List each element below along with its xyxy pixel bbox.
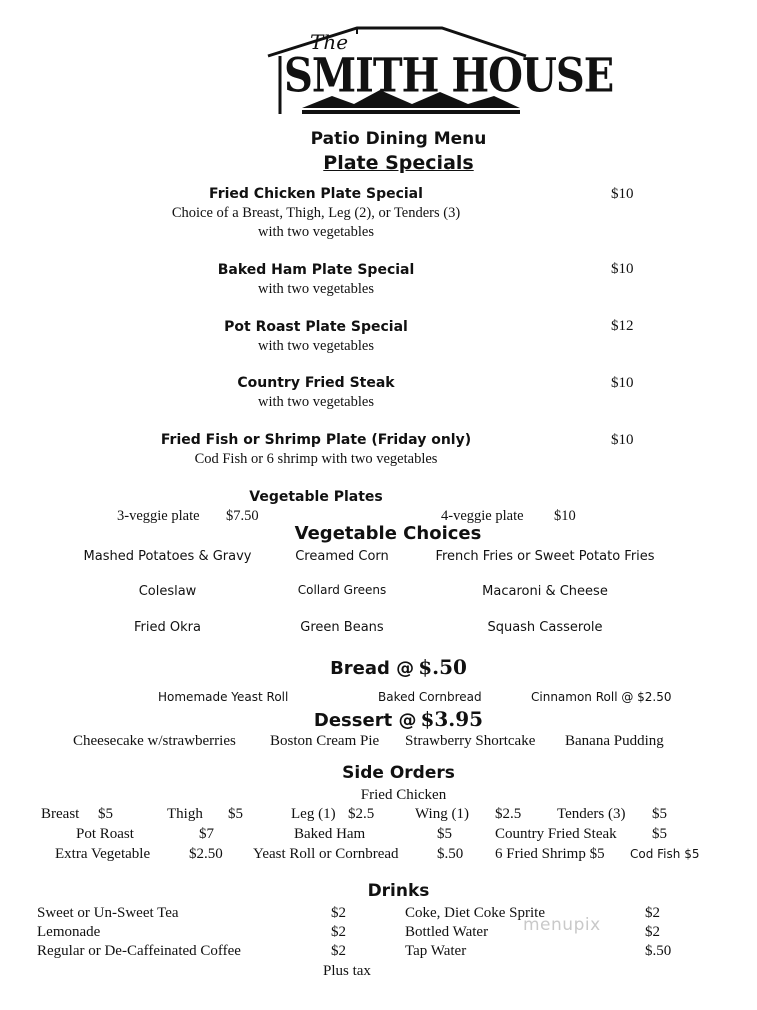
side-item-price: $2.50 xyxy=(189,846,223,862)
plate-item-price: $10 xyxy=(611,432,634,448)
logo-top-word: The xyxy=(310,30,349,54)
watermark: menupix xyxy=(523,915,601,935)
plate-item-desc: Choice of a Breast, Thigh, Leg (2), or Tenders (3) xyxy=(171,205,461,221)
side-item-name: 6 Fried Shrimp $5 xyxy=(495,846,605,862)
side-item-name: Yeast Roll or Cornbread xyxy=(253,846,399,862)
drink-price: $.50 xyxy=(645,943,672,959)
plate-item-name: Fried Fish or Shrimp Plate (Friday only) xyxy=(160,432,472,448)
drink-price: $2 xyxy=(645,924,660,940)
plate-item-desc: with two vegetables xyxy=(258,281,374,297)
plate-item-desc: Cod Fish or 6 shrimp with two vegetables xyxy=(194,451,438,467)
side-item-price: $7 xyxy=(199,826,214,842)
dessert-item: Banana Pudding xyxy=(565,733,664,749)
side-item-name: Leg (1) xyxy=(291,806,336,822)
three-veggie-price: $7.50 xyxy=(226,508,259,524)
side-item-name: Thigh xyxy=(167,806,203,822)
drink-name: Sweet or Un-Sweet Tea xyxy=(37,905,179,921)
plate-item-name: Pot Roast Plate Special xyxy=(224,319,408,335)
drink-price: $2 xyxy=(331,943,346,959)
side-orders-subheading: Fried Chicken xyxy=(360,787,447,803)
side-item-price: $.50 xyxy=(437,846,464,862)
side-orders-heading: Side Orders xyxy=(342,763,455,783)
dessert-heading-label: Dessert @ xyxy=(313,710,417,731)
plate-item-name: Fried Chicken Plate Special xyxy=(209,186,423,202)
tax-note: Plus tax xyxy=(323,963,371,979)
drink-name: Regular or De-Caffeinated Coffee xyxy=(37,943,241,959)
side-item-name: Country Fried Steak xyxy=(495,826,617,842)
vegetable-plates-heading: Vegetable Plates xyxy=(249,489,383,505)
dessert-heading xyxy=(0,707,757,731)
plate-item-price: $12 xyxy=(611,318,634,334)
plate-item-desc: with two vegetables xyxy=(258,394,374,410)
bread-item: Homemade Yeast Roll xyxy=(158,690,289,704)
bread-heading-label: Bread @ xyxy=(330,658,415,679)
logo-main-word: SMITH HOUSE xyxy=(284,48,614,104)
drink-name: Lemonade xyxy=(37,924,101,940)
bread-heading xyxy=(0,655,757,679)
drink-price: $2 xyxy=(645,905,660,921)
logo xyxy=(262,26,614,122)
dessert-item: Strawberry Shortcake xyxy=(405,733,536,749)
four-veggie-label: 4-veggie plate xyxy=(441,508,524,524)
side-item-price: $5 xyxy=(228,806,243,822)
plate-item-price: $10 xyxy=(611,261,634,277)
drink-price: $2 xyxy=(331,924,346,940)
four-veggie-price: $10 xyxy=(554,508,576,524)
veg-choice: Macaroni & Cheese xyxy=(482,584,608,599)
dessert-heading-price: $3.95 xyxy=(420,707,484,731)
side-item-name: Extra Vegetable xyxy=(55,846,151,862)
veg-choice: Green Beans xyxy=(300,620,384,635)
drink-name: Tap Water xyxy=(405,943,467,959)
veg-choice: Fried Okra xyxy=(134,620,201,635)
bread-heading-price: $.50 xyxy=(418,655,467,679)
side-item-name: Tenders (3) xyxy=(557,806,626,822)
plate-item-price: $10 xyxy=(611,375,634,391)
side-item-name: Pot Roast xyxy=(76,826,134,842)
vegetable-choices-heading: Vegetable Choices xyxy=(294,523,482,544)
veg-choice: Squash Casserole xyxy=(487,620,603,635)
menu-title: Patio Dining Menu xyxy=(310,129,487,149)
veg-choice: Creamed Corn xyxy=(295,549,389,564)
drink-name: Bottled Water xyxy=(405,924,489,940)
drink-name: Coke, Diet Coke Sprite xyxy=(405,905,545,921)
plate-item-desc: with two vegetables xyxy=(258,224,374,240)
side-item-price: $5 xyxy=(652,826,667,842)
bread-item: Cinnamon Roll @ $2.50 xyxy=(531,690,672,704)
side-item-price: $2.5 xyxy=(348,806,375,822)
veg-choice: Coleslaw xyxy=(138,584,197,599)
veg-choice: French Fries or Sweet Potato Fries xyxy=(435,549,655,564)
veg-choice: Collard Greens xyxy=(297,583,387,597)
side-item-name: Wing (1) xyxy=(415,806,469,822)
plate-specials-heading: Plate Specials xyxy=(323,152,474,174)
plate-item-price: $10 xyxy=(611,186,634,202)
side-item-price: $5 xyxy=(98,806,113,822)
side-item-name: Breast xyxy=(41,806,80,822)
plate-item-desc: with two vegetables xyxy=(258,338,374,354)
dessert-item: Cheesecake w/strawberries xyxy=(73,733,236,749)
drink-price: $2 xyxy=(331,905,346,921)
side-item-name: Cod Fish $5 xyxy=(630,847,700,861)
dessert-item: Boston Cream Pie xyxy=(270,733,380,749)
veg-choice: Mashed Potatoes & Gravy xyxy=(83,549,252,564)
side-item-name: Baked Ham xyxy=(294,826,366,842)
three-veggie-label: 3-veggie plate xyxy=(117,508,200,524)
side-item-price: $5 xyxy=(437,826,452,842)
side-item-price: $2.5 xyxy=(495,806,522,822)
side-item-price: $5 xyxy=(652,806,667,822)
plate-item-name: Country Fried Steak xyxy=(237,375,395,391)
plate-item-name: Baked Ham Plate Special xyxy=(217,262,415,278)
bread-item: Baked Cornbread xyxy=(378,690,482,704)
drinks-heading: Drinks xyxy=(367,881,430,901)
